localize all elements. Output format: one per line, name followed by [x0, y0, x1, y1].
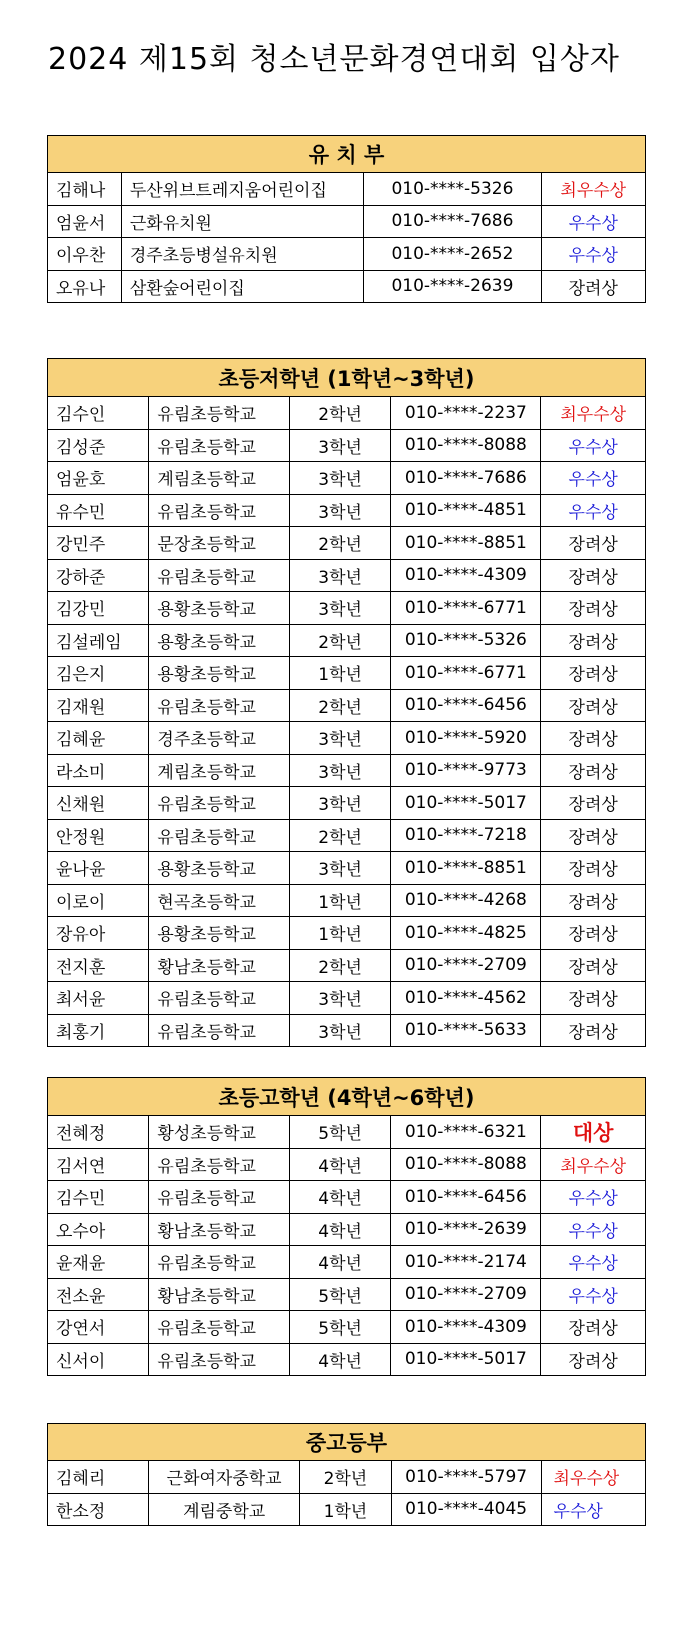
- table-row: [48, 624, 646, 657]
- table-row: [48, 982, 646, 1015]
- award-cell: 최우수상: [541, 1461, 645, 1494]
- award-cell: 장려상: [541, 270, 645, 303]
- award-cell: 장려상: [541, 559, 646, 592]
- award-cell: 우수상: [541, 429, 646, 462]
- award-cell: 장려상: [541, 689, 646, 722]
- org-cell: 유림초등학교: [149, 397, 290, 430]
- award-cell: 장려상: [541, 592, 646, 625]
- phone-cell: 010-****-5797: [391, 1461, 541, 1494]
- name-cell: 최서윤: [48, 982, 149, 1015]
- name-cell: 김성준: [48, 429, 149, 462]
- phone-cell: 010-****-4309: [391, 559, 541, 592]
- org-cell: 두산위브트레지움어린이집: [121, 173, 364, 206]
- phone-cell: 010-****-8851: [391, 527, 541, 560]
- phone-cell: 010-****-6321: [391, 1116, 541, 1149]
- org-cell: 유림초등학교: [149, 689, 290, 722]
- grade-cell: 3학년: [289, 982, 390, 1015]
- grade-cell: 3학년: [289, 494, 390, 527]
- org-cell: 근화유치원: [121, 205, 364, 238]
- table-row: [48, 527, 646, 560]
- org-cell: 유림초등학교: [149, 819, 290, 852]
- grade-cell: 3학년: [289, 592, 390, 625]
- award-cell: 장려상: [541, 1311, 646, 1344]
- grade-cell: 4학년: [289, 1343, 390, 1376]
- table-row: [48, 1493, 646, 1526]
- phone-cell: 010-****-4045: [391, 1493, 541, 1526]
- name-cell: 김혜리: [48, 1461, 149, 1494]
- phone-cell: 010-****-2237: [391, 397, 541, 430]
- grade-cell: 4학년: [289, 1213, 390, 1246]
- grade-cell: 1학년: [300, 1493, 392, 1526]
- award-cell: 우수상: [541, 1181, 646, 1214]
- lower-elementary-table: [47, 358, 646, 1047]
- grade-cell: 3학년: [289, 462, 390, 495]
- phone-cell: 010-****-6771: [391, 657, 541, 690]
- award-cell: 우수상: [541, 205, 645, 238]
- grade-cell: 3학년: [289, 1014, 390, 1047]
- table-row: [48, 1213, 646, 1246]
- phone-cell: 010-****-2652: [364, 238, 541, 271]
- org-cell: 유림초등학교: [149, 1148, 290, 1181]
- award-cell: 장려상: [541, 884, 646, 917]
- table-row: [48, 494, 646, 527]
- table-row: [48, 884, 646, 917]
- table-row: [48, 1311, 646, 1344]
- org-cell: 계림초등학교: [149, 462, 290, 495]
- name-cell: 강연서: [48, 1311, 149, 1344]
- table-row: [48, 559, 646, 592]
- award-cell: 최우수상: [541, 1148, 646, 1181]
- upper-elementary-table: [47, 1077, 646, 1376]
- grade-cell: 1학년: [289, 657, 390, 690]
- name-cell: 강민주: [48, 527, 149, 560]
- grade-cell: 2학년: [289, 624, 390, 657]
- award-cell: 우수상: [541, 238, 645, 271]
- phone-cell: 010-****-4562: [391, 982, 541, 1015]
- award-cell: 장려상: [541, 1014, 646, 1047]
- name-cell: 신채원: [48, 787, 149, 820]
- table-row: [48, 1116, 646, 1149]
- org-cell: 경주초등병설유치원: [121, 238, 364, 271]
- grade-cell: 2학년: [289, 689, 390, 722]
- table-row: [48, 689, 646, 722]
- org-cell: 유림초등학교: [149, 429, 290, 462]
- phone-cell: 010-****-5326: [391, 624, 541, 657]
- table-row: [48, 852, 646, 885]
- award-cell: 최우수상: [541, 397, 646, 430]
- name-cell: 강하준: [48, 559, 149, 592]
- phone-cell: 010-****-4268: [391, 884, 541, 917]
- grade-cell: 2학년: [289, 819, 390, 852]
- name-cell: 엄윤호: [48, 462, 149, 495]
- grade-cell: 5학년: [289, 1278, 390, 1311]
- table-row: [48, 657, 646, 690]
- org-cell: 용황초등학교: [149, 917, 290, 950]
- table-row: [48, 754, 646, 787]
- name-cell: 김해나: [48, 173, 122, 206]
- section-header-middle-high: 중고등부: [48, 1424, 646, 1461]
- name-cell: 한소정: [48, 1493, 149, 1526]
- table-row: [48, 462, 646, 495]
- table-row: [48, 592, 646, 625]
- phone-cell: 010-****-2639: [364, 270, 541, 303]
- table-row: [48, 270, 646, 303]
- org-cell: 유림초등학교: [149, 1181, 290, 1214]
- table-row: [48, 1278, 646, 1311]
- award-cell: 우수상: [541, 1246, 646, 1279]
- phone-cell: 010-****-7686: [364, 205, 541, 238]
- section-header-kindergarten: 유 치 부: [48, 136, 646, 173]
- name-cell: 라소미: [48, 754, 149, 787]
- table-row: [48, 1014, 646, 1047]
- org-cell: 현곡초등학교: [149, 884, 290, 917]
- grade-cell: 2학년: [289, 527, 390, 560]
- org-cell: 유림초등학교: [149, 559, 290, 592]
- award-cell: 우수상: [541, 1213, 646, 1246]
- grade-cell: 3학년: [289, 754, 390, 787]
- grade-cell: 2학년: [300, 1461, 392, 1494]
- table-row: [48, 238, 646, 271]
- award-cell: 장려상: [541, 852, 646, 885]
- award-cell: 장려상: [541, 917, 646, 950]
- award-cell: 장려상: [541, 819, 646, 852]
- award-cell: 우수상: [541, 1493, 645, 1526]
- org-cell: 용황초등학교: [149, 657, 290, 690]
- phone-cell: 010-****-5633: [391, 1014, 541, 1047]
- org-cell: 유림초등학교: [149, 1343, 290, 1376]
- org-cell: 유림초등학교: [149, 787, 290, 820]
- grade-cell: 2학년: [289, 949, 390, 982]
- org-cell: 유림초등학교: [149, 1014, 290, 1047]
- award-cell: 대상: [541, 1116, 646, 1149]
- table-row: [48, 1461, 646, 1494]
- org-cell: 계림중학교: [149, 1493, 300, 1526]
- table-row: [48, 397, 646, 430]
- phone-cell: 010-****-4309: [391, 1311, 541, 1344]
- kindergarten-table: [47, 135, 646, 303]
- org-cell: 황남초등학교: [149, 949, 290, 982]
- phone-cell: 010-****-6456: [391, 689, 541, 722]
- name-cell: 김재원: [48, 689, 149, 722]
- org-cell: 계림초등학교: [149, 754, 290, 787]
- award-cell: 장려상: [541, 722, 646, 755]
- name-cell: 김은지: [48, 657, 149, 690]
- name-cell: 김서연: [48, 1148, 149, 1181]
- award-cell: 장려상: [541, 787, 646, 820]
- middle-high-table: [47, 1423, 646, 1526]
- phone-cell: 010-****-6771: [391, 592, 541, 625]
- table-row: [48, 949, 646, 982]
- phone-cell: 010-****-7686: [391, 462, 541, 495]
- name-cell: 전소윤: [48, 1278, 149, 1311]
- grade-cell: 2학년: [289, 397, 390, 430]
- org-cell: 황성초등학교: [149, 1116, 290, 1149]
- name-cell: 전혜정: [48, 1116, 149, 1149]
- name-cell: 오유나: [48, 270, 122, 303]
- award-cell: 우수상: [541, 462, 646, 495]
- award-cell: 우수상: [541, 494, 646, 527]
- org-cell: 황남초등학교: [149, 1278, 290, 1311]
- table-row: [48, 917, 646, 950]
- name-cell: 전지훈: [48, 949, 149, 982]
- grade-cell: 5학년: [289, 1311, 390, 1344]
- award-cell: 우수상: [541, 1278, 646, 1311]
- org-cell: 유림초등학교: [149, 982, 290, 1015]
- award-cell: 최우수상: [541, 173, 645, 206]
- table-row: [48, 1343, 646, 1376]
- phone-cell: 010-****-8851: [391, 852, 541, 885]
- name-cell: 이로이: [48, 884, 149, 917]
- grade-cell: 5학년: [289, 1116, 390, 1149]
- phone-cell: 010-****-8088: [391, 429, 541, 462]
- phone-cell: 010-****-4851: [391, 494, 541, 527]
- award-cell: 장려상: [541, 982, 646, 1015]
- award-cell: 장려상: [541, 624, 646, 657]
- grade-cell: 4학년: [289, 1181, 390, 1214]
- grade-cell: 4학년: [289, 1148, 390, 1181]
- org-cell: 경주초등학교: [149, 722, 290, 755]
- table-row: [48, 173, 646, 206]
- section-header-upper-elementary: 초등고학년 (4학년~6학년): [48, 1078, 646, 1116]
- org-cell: 유림초등학교: [149, 1246, 290, 1279]
- grade-cell: 4학년: [289, 1246, 390, 1279]
- phone-cell: 010-****-9773: [391, 754, 541, 787]
- phone-cell: 010-****-5017: [391, 787, 541, 820]
- grade-cell: 3학년: [289, 722, 390, 755]
- award-cell: 장려상: [541, 657, 646, 690]
- phone-cell: 010-****-6456: [391, 1181, 541, 1214]
- page-title: 2024 제15회 청소년문화경연대회 입상자: [48, 42, 620, 77]
- table-row: [48, 1148, 646, 1181]
- grade-cell: 1학년: [289, 917, 390, 950]
- org-cell: 유림초등학교: [149, 1311, 290, 1344]
- name-cell: 유수민: [48, 494, 149, 527]
- name-cell: 김혜윤: [48, 722, 149, 755]
- name-cell: 윤나윤: [48, 852, 149, 885]
- name-cell: 장유아: [48, 917, 149, 950]
- table-row: [48, 819, 646, 852]
- name-cell: 김강민: [48, 592, 149, 625]
- table-row: [48, 1181, 646, 1214]
- award-cell: 장려상: [541, 949, 646, 982]
- name-cell: 김수민: [48, 1181, 149, 1214]
- phone-cell: 010-****-2709: [391, 949, 541, 982]
- name-cell: 안정원: [48, 819, 149, 852]
- name-cell: 이우찬: [48, 238, 122, 271]
- name-cell: 김수인: [48, 397, 149, 430]
- grade-cell: 1학년: [289, 884, 390, 917]
- award-cell: 장려상: [541, 754, 646, 787]
- phone-cell: 010-****-2709: [391, 1278, 541, 1311]
- grade-cell: 3학년: [289, 559, 390, 592]
- name-cell: 엄윤서: [48, 205, 122, 238]
- phone-cell: 010-****-5326: [364, 173, 541, 206]
- phone-cell: 010-****-5920: [391, 722, 541, 755]
- org-cell: 용황초등학교: [149, 852, 290, 885]
- grade-cell: 3학년: [289, 787, 390, 820]
- phone-cell: 010-****-5017: [391, 1343, 541, 1376]
- org-cell: 용황초등학교: [149, 592, 290, 625]
- name-cell: 김설레임: [48, 624, 149, 657]
- phone-cell: 010-****-4825: [391, 917, 541, 950]
- table-row: [48, 1246, 646, 1279]
- table-row: [48, 205, 646, 238]
- org-cell: 문장초등학교: [149, 527, 290, 560]
- phone-cell: 010-****-7218: [391, 819, 541, 852]
- org-cell: 유림초등학교: [149, 494, 290, 527]
- award-cell: 장려상: [541, 527, 646, 560]
- org-cell: 용황초등학교: [149, 624, 290, 657]
- org-cell: 황남초등학교: [149, 1213, 290, 1246]
- grade-cell: 3학년: [289, 852, 390, 885]
- name-cell: 오수아: [48, 1213, 149, 1246]
- award-cell: 장려상: [541, 1343, 646, 1376]
- table-row: [48, 429, 646, 462]
- phone-cell: 010-****-2174: [391, 1246, 541, 1279]
- table-row: [48, 787, 646, 820]
- org-cell: 근화여자중학교: [149, 1461, 300, 1494]
- phone-cell: 010-****-2639: [391, 1213, 541, 1246]
- org-cell: 삼환숲어린이집: [121, 270, 364, 303]
- name-cell: 윤재윤: [48, 1246, 149, 1279]
- section-header-lower-elementary: 초등저학년 (1학년~3학년): [48, 359, 646, 397]
- grade-cell: 3학년: [289, 429, 390, 462]
- name-cell: 신서이: [48, 1343, 149, 1376]
- name-cell: 최홍기: [48, 1014, 149, 1047]
- table-row: [48, 722, 646, 755]
- phone-cell: 010-****-8088: [391, 1148, 541, 1181]
